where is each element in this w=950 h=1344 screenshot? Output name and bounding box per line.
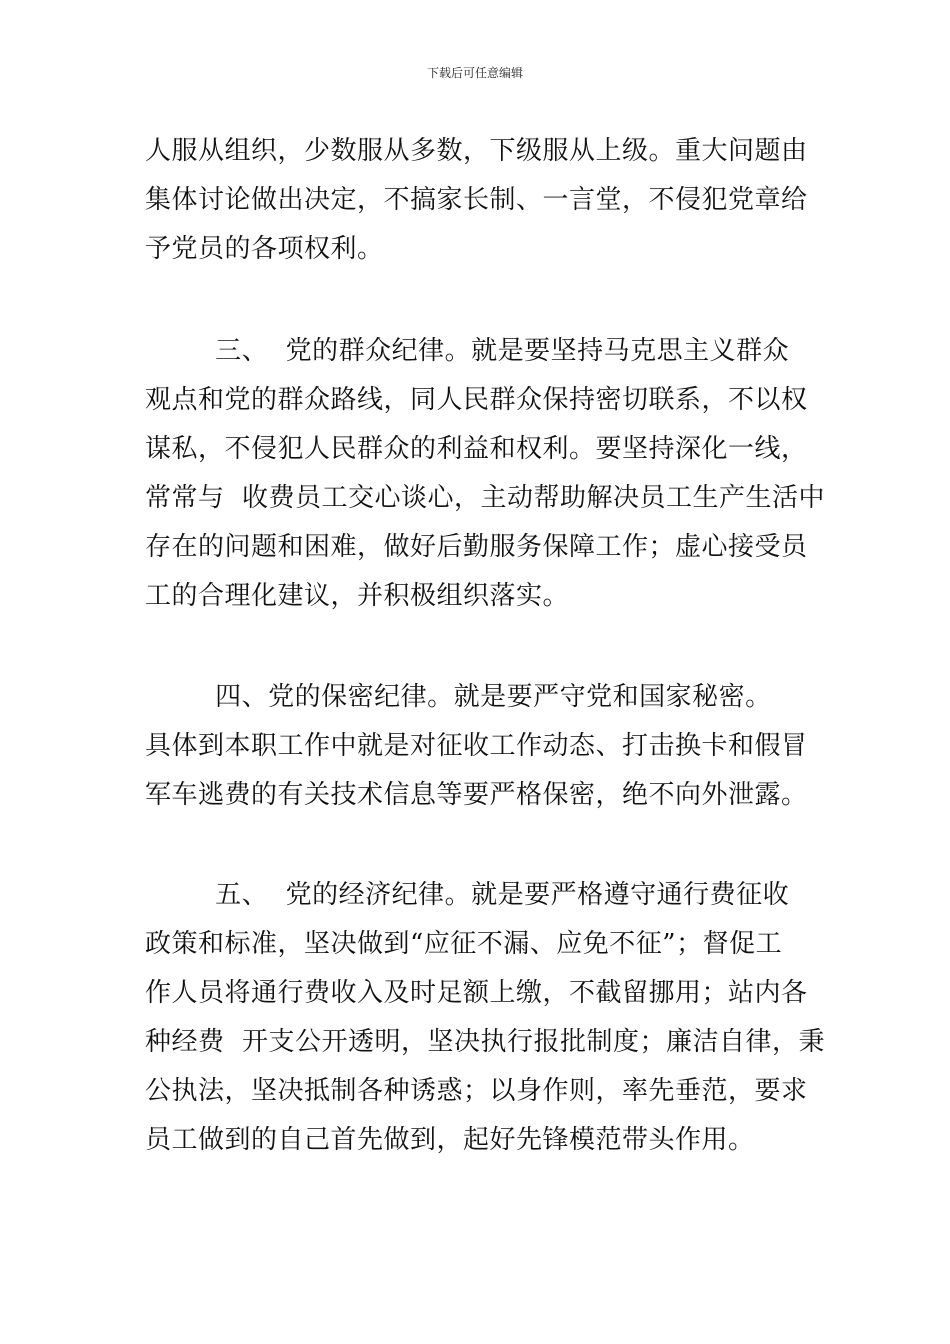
paragraph-1-line-3: 予党员的各项权利。 [145, 234, 384, 264]
paragraph-2-line-2: 观点和党的群众路线，同人民群众保持密切联系，不以权 [145, 385, 808, 415]
paragraph-4-line-5: 公执法，坚决抵制各种诱惑；以身作则，率先垂范，要求 [145, 1076, 808, 1106]
paragraph-4-line-1: 五、 党的经济纪律。就是要严格遵守通行费征收 [145, 880, 790, 910]
paragraph-3-line-2: 具体到本职工作中就是对征收工作动态、打击换卡和假冒 [145, 731, 808, 761]
paragraph-3-line-1: 四、党的保密纪律。就是要严守党和国家秘密。 [145, 682, 772, 712]
paragraph-1-line-1: 人服从组织，少数服从多数，下级服从上级。重大问题由 [145, 136, 808, 166]
paragraph-4-line-4: 种经费 开支公开透明，坚决执行报批制度；廉洁自律，秉 [145, 1027, 826, 1057]
paragraph-4-line-6: 员工做到的自己首先做到，起好先锋模范带头作用。 [145, 1125, 755, 1155]
paragraph-1-line-2: 集体讨论做出决定，不搞家长制、一言堂，不侵犯党章给 [145, 185, 808, 215]
paragraph-2-line-6: 工的合理化建议，并积极组织落实。 [145, 581, 570, 611]
paragraph-2-line-3: 谋私，不侵犯人民群众的利益和权利。要坚持深化一线， [145, 434, 808, 464]
paragraph-2-line-4: 常常与 收费员工交心谈心，主动帮助解决员工生产生活中 [145, 483, 826, 513]
paragraph-2-line-1: 三、 党的群众纪律。就是要坚持马克思主义群众 [145, 336, 790, 366]
page-header: 下载后可任意编辑 [426, 66, 523, 80]
paragraph-4-line-2: 政策和标准，坚决做到“应征不漏、应免不征”；督促工 [145, 929, 783, 959]
paragraph-4-line-3: 作人员将通行费收入及时足额上缴，不截留挪用；站内各 [145, 978, 808, 1008]
paragraph-3-line-3: 军车逃费的有关技术信息等要严格保密，绝不向外泄露。 [145, 780, 808, 810]
paragraph-2-line-5: 存在的问题和困难，做好后勤服务保障工作；虚心接受员 [145, 532, 808, 562]
